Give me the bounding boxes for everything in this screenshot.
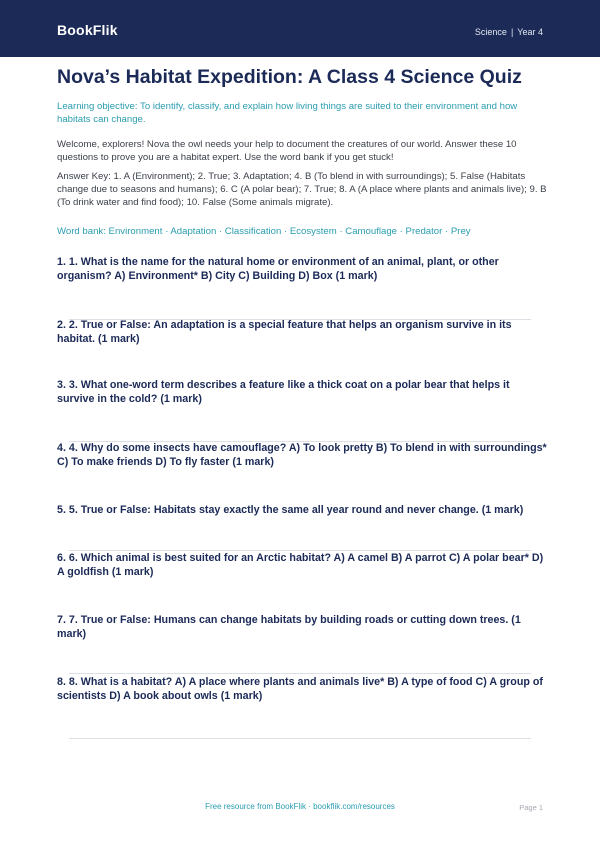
question-4: 4. 4. Why do some insects have camouflage? A) To look pretty B) To blend in with surroundings* C) To make friends D) To fly faster (1 mark) xyxy=(57,442,547,468)
footer-resource-link[interactable]: Free resource from BookFlik · bookflik.com/resources xyxy=(205,802,395,811)
answer-line xyxy=(69,673,531,674)
question-2: 2. 2. True or False: An adaptation is a special feature that helps an organism survive in its habitat. (1 mark) xyxy=(57,319,512,345)
brand-logo[interactable]: BookFlik xyxy=(57,22,118,38)
subject-year-label xyxy=(475,27,543,37)
answer-line xyxy=(69,738,531,739)
question-7: 7. 7. True or False: Humans can change habitats by building roads or cutting down trees. (1 mark) xyxy=(57,614,521,640)
learning-objective: Learning objective: To identify, classify, and explain how living things are suited to their environment and how habitats can change. xyxy=(57,101,518,125)
word-bank: Word bank: Environment · Adaptation · Classification · Ecosystem · Camouflage · Predator · Prey xyxy=(57,226,471,237)
answer-key: Answer Key: 1. A (Environment); 2. True; 3. Adaptation; 4. B (To blend in with surroundings); 5. False (Habitats change due to seasons and humans); 6. C (A polar bear); 7. True; 8. A (A place where plants and animals live); 9. B (To drink water and find food); 10. False (Some animals migrate). xyxy=(57,171,547,208)
question-3: 3. 3. What one-word term describes a feature like a thick coat on a polar bear that helps it survive in the cold? (1 mark) xyxy=(57,379,510,405)
header-separator: | xyxy=(510,27,514,37)
year-label: Year 4 xyxy=(517,27,543,37)
question-8: 8. 8. What is a habitat? A) A place where plants and animals live* B) A type of food C) A group of scientists D) A book about owls (1 mark) xyxy=(57,676,543,702)
question-6: 6. 6. Which animal is best suited for an Arctic habitat? A) A camel B) A parrot C) A polar bear* D) A goldfish (1 mark) xyxy=(57,552,544,578)
page-title: Nova’s Habitat Expedition: A Class 4 Science Quiz xyxy=(57,66,522,88)
intro-text: Welcome, explorers! Nova the owl needs your help to document the creatures of our world. Answer these 10 questions to prove you are a habitat expert. Use the word bank if you get stuck! xyxy=(57,139,517,163)
page-header xyxy=(0,0,600,57)
subject-label: Science xyxy=(474,27,507,37)
page-number: Page 1 xyxy=(519,803,543,812)
question-1: 1. 1. What is the name for the natural home or environment of an animal, plant, or other organism? A) Environment* B) City C) Building D) Box (1 mark) xyxy=(57,256,499,282)
question-5: 5. 5. True or False: Habitats stay exactly the same all year round and never change. (1 mark) xyxy=(57,504,524,516)
